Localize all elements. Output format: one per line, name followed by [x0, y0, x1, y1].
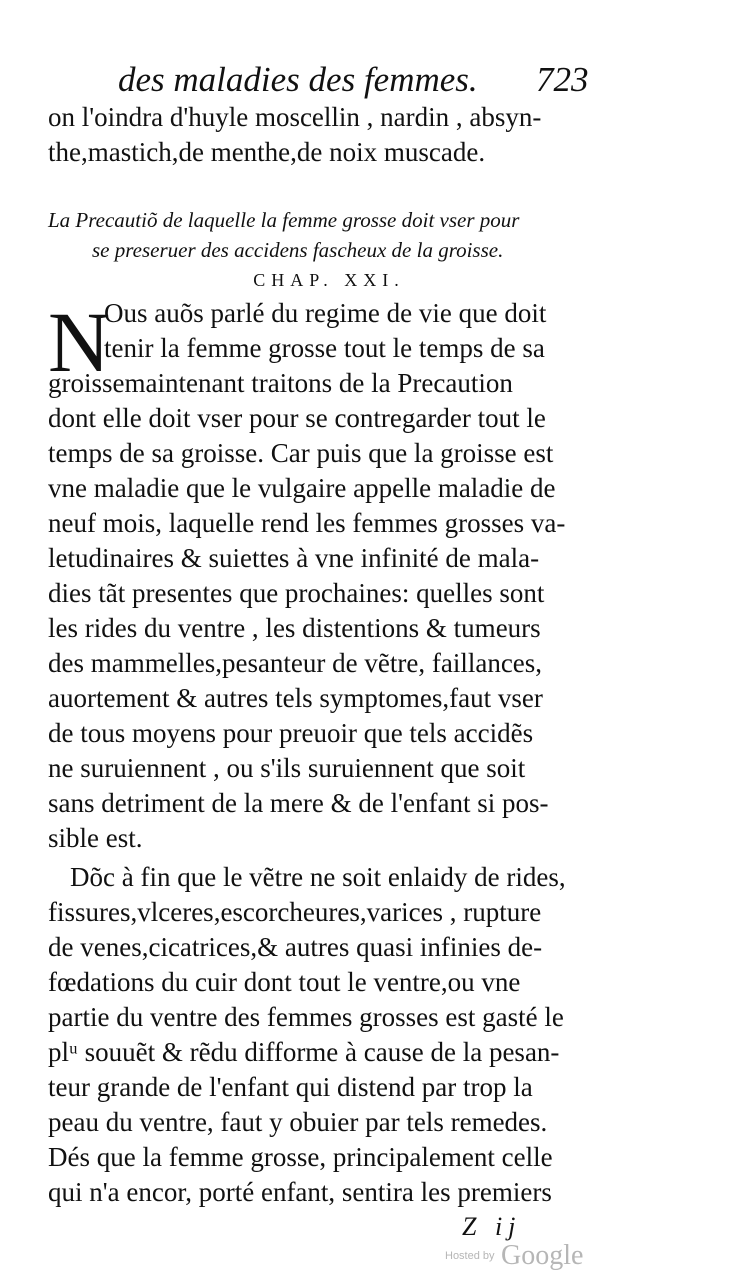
body-line: sans detriment de la mere & de l'enfant si pos- [48, 788, 549, 818]
hosted-by-watermark [445, 1240, 583, 1272]
signature-mark: Z ij [462, 1212, 522, 1241]
page-number: 723 [536, 60, 589, 99]
body-line: tenir la femme grosse tout le temps de sa [104, 333, 545, 363]
body-line: les rides du ventre , les distentions & tumeurs [48, 613, 541, 643]
carryover-line-1: on l'oindra d'huyle moscellin , nardin , absyn- [48, 102, 542, 132]
section-title-line-1: La Precautiõ de laquelle la femme grosse doit vser pour [48, 208, 520, 232]
body-line: teur grande de l'enfant qui distend par trop la [48, 1072, 533, 1102]
body-line: auortement & autres tels symptomes,faut vser [48, 683, 543, 713]
body-line: letudinaires & suiettes à vne infinité de mala- [48, 543, 540, 573]
drop-cap-initial: N [48, 294, 111, 390]
watermark-prefix: Hosted by [445, 1250, 495, 1262]
body-line: Ous auõs parlé du regime de vie que doit [104, 298, 547, 328]
body-line: partie du ventre des femmes grosses est gasté le [48, 1002, 564, 1032]
body-line: qui n'a encor, porté enfant, sentira les premiers [48, 1177, 552, 1207]
body-line: temps de sa groisse. Car puis que la groisse est [48, 438, 554, 468]
running-header [118, 58, 608, 102]
body-line: ne suruiennent , ou s'ils suruiennent que soit [48, 753, 526, 783]
section-title-line-2: se preseruer des accidens fascheux de la groisse. [92, 238, 504, 262]
body-line: fissures,vlceres,escorcheures,varices , rupture [48, 897, 542, 927]
google-logo: Google [500, 1240, 584, 1271]
body-line: sible est. [48, 823, 143, 853]
body-line: neuf mois, laquelle rend les femmes grosses va- [48, 508, 566, 538]
body-line: peau du ventre, faut y obuier par tels remedes. [48, 1107, 548, 1137]
running-title: des maladies des femmes. [118, 60, 478, 99]
body-line: de tous moyens pour preuoir que tels accidẽs [48, 718, 534, 748]
body-line: des mammelles,pesanteur de vẽtre, faillances, [48, 648, 543, 678]
carryover-line-2: the,mastich,de menthe,de noix muscade. [48, 137, 486, 167]
body-line: dies tãt presentes que prochaines: quelles sont [48, 578, 545, 608]
chapter-heading: CHAP. XXI. [253, 270, 405, 290]
body-line: de venes,cicatrices,& autres quasi infinies de- [48, 932, 543, 962]
body-line: plᵘ souuẽt & rẽdu difforme à cause de la pesan- [48, 1037, 560, 1067]
body-line: vne maladie que le vulgaire appelle maladie de [48, 473, 556, 503]
body-line: dont elle doit vser pour se contregarder tout le [48, 403, 546, 433]
body-line: groissemaintenant traitons de la Precaution [48, 368, 513, 398]
body-line: Dõc à fin que le vẽtre ne soit enlaidy de rides, [70, 862, 566, 892]
body-line: Dés que la femme grosse, principalement celle [48, 1142, 553, 1172]
body-line: fœdations du cuir dont tout le ventre,ou vne [48, 967, 521, 997]
